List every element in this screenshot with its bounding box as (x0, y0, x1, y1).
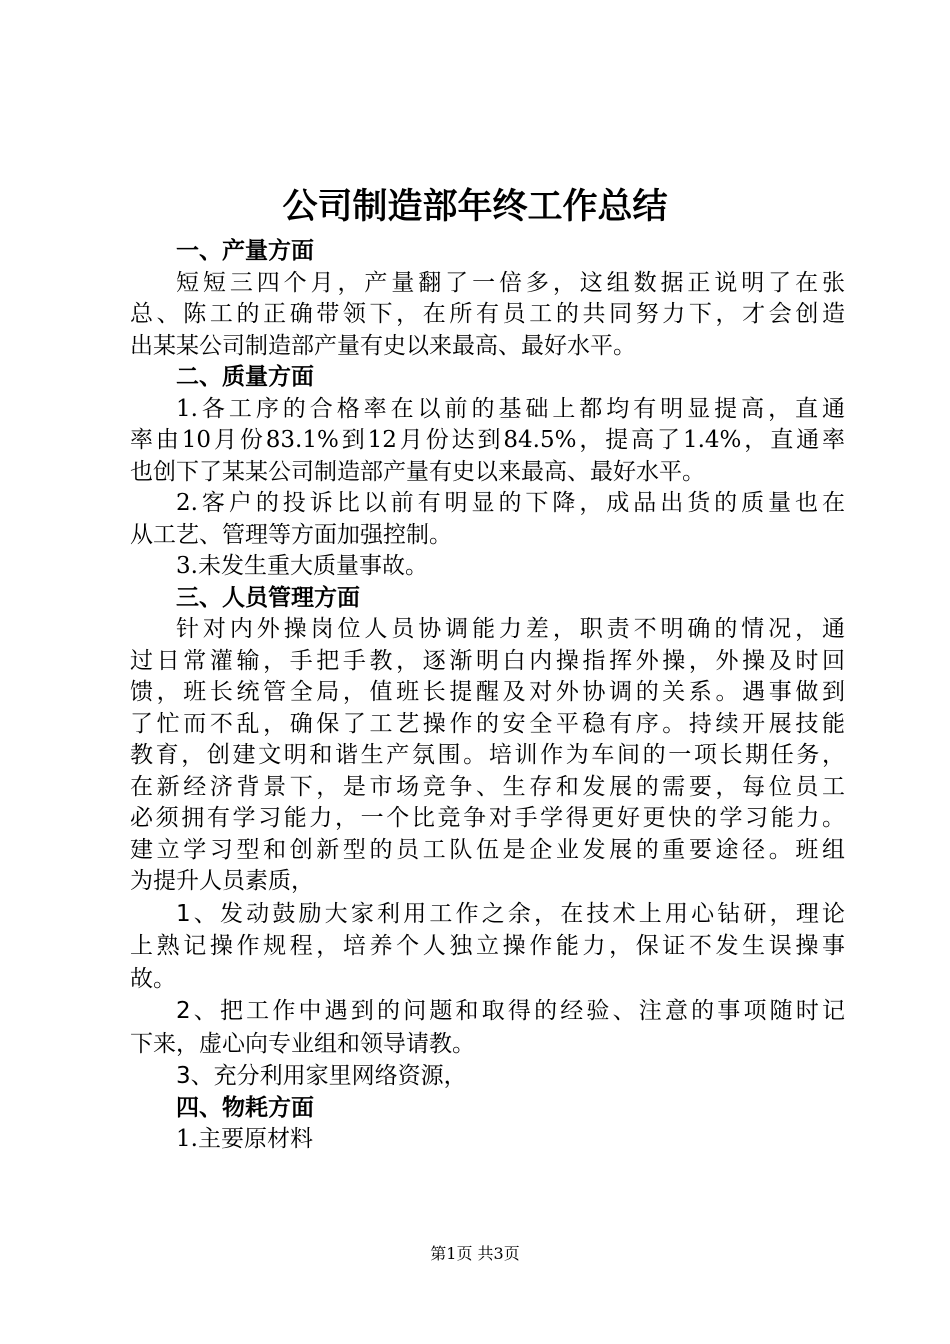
measures-list (130, 898, 845, 1093)
list-item-line: 2、把工作中遇到的问题和取得的经验、注意的事项随时记 (176, 998, 845, 1024)
paragraph-line: 了忙而不乱，确保了工艺操作的安全平稳有序。持续开展技能 (130, 710, 845, 737)
paragraph-line: 出某某公司制造部产量有史以来最高、最好水平。 (130, 332, 636, 359)
section-heading-output: 一、产量方面 (176, 238, 314, 264)
list-item-line: 下来，虚心向专业组和领导请教。 (130, 1030, 475, 1057)
paragraph-line: 馈，班长统管全局，值班长提醒及对外协调的关系。遇事做到 (130, 679, 845, 705)
paragraph-line: 针对内外操岗位人员协调能力差，职责不明确的情况，通 (176, 616, 845, 642)
paragraph-line: 率由10月份83.1%到12月份达到84.5%，提高了1.4%，直通率 (130, 427, 845, 453)
document-title: 公司制造部年终工作总结 (282, 187, 668, 227)
list-item-line: 3、充分利用家里网络资源， (176, 1063, 467, 1089)
paragraph-line: 短短三四个月，产量翻了一倍多，这组数据正说明了在张 (176, 269, 845, 296)
paragraph-line: 1.各工序的合格率在以前的基础上都均有明显提高，直通 (176, 395, 845, 422)
section-heading-quality: 二、质量方面 (176, 364, 314, 390)
paragraph-line: 也创下了某某公司制造部产量有史以来最高、最好水平。 (130, 458, 705, 485)
paragraph-line: 从工艺、管理等方面加强控制。 (130, 521, 452, 548)
section-heading-consumption: 四、物耗方面 (176, 1094, 314, 1121)
paragraph-line: 3.未发生重大质量事故。 (176, 553, 428, 579)
paragraph-line: 建立学习型和创新型的员工队伍是企业发展的重要途径。班组 (130, 836, 845, 863)
paragraph-line: 必须拥有学习能力，一个比竞争对手学得更好更快的学习能力。 (130, 805, 845, 831)
list-item-line: 1、发动鼓励大家利用工作之余，在技术上用心钻研，理论 (176, 900, 845, 927)
paragraph-line: 总、陈工的正确带领下，在所有员工的共同努力下，才会创造 (130, 301, 845, 327)
document-body (130, 236, 845, 1156)
paragraph-line: 1.主要原材料 (176, 1126, 313, 1152)
list-item-line: 上熟记操作规程，培养个人独立操作能力，保证不发生误操事 (130, 933, 845, 959)
page-footer: 第1页 共3页 (430, 1244, 520, 1263)
paragraph-line: 2.客户的投诉比以前有明显的下降，成品出货的质量也在 (176, 490, 845, 516)
section-heading-personnel: 三、人员管理方面 (176, 584, 360, 611)
paragraph-line: 为提升人员素质， (130, 868, 314, 894)
paragraph-line: 过日常灌输，手把手教，逐渐明白内操指挥外操，外操及时回 (130, 647, 845, 674)
list-item-line: 故。 (130, 965, 176, 992)
paragraph-line: 在新经济背景下，是市场竞争、生存和发展的需要，每位员工 (130, 773, 845, 800)
paragraph-line: 教育，创建文明和谐生产氛围。培训作为车间的一项长期任务， (130, 742, 845, 768)
